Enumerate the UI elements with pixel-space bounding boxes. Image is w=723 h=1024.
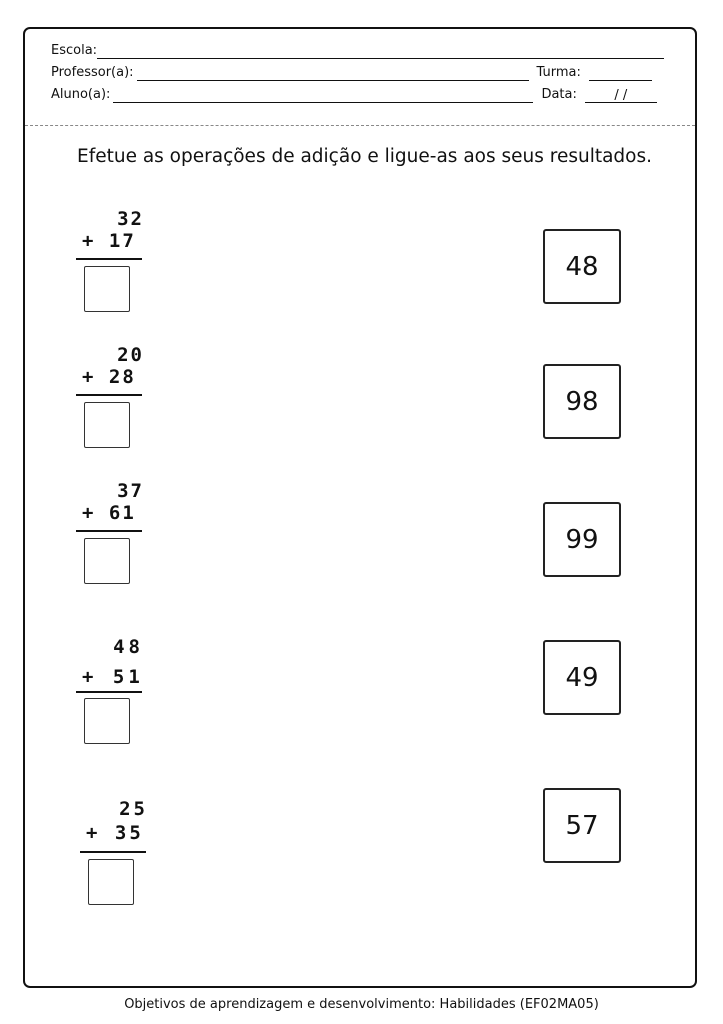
result-box-5[interactable]: 57 bbox=[543, 788, 621, 863]
operation-5-bottom: + 35 bbox=[86, 822, 144, 844]
data-label: Data: bbox=[541, 87, 577, 102]
result-box-2[interactable]: 98 bbox=[543, 364, 621, 439]
aluno-label: Aluno(a): bbox=[51, 87, 111, 102]
operation-1-top: 32 bbox=[117, 208, 144, 230]
operation-2 bbox=[76, 344, 156, 454]
turma-label: Turma: bbox=[536, 65, 581, 80]
escola-row bbox=[51, 43, 664, 59]
operation-2-line bbox=[76, 394, 142, 396]
operation-4-top: 48 bbox=[113, 636, 144, 658]
footer-text: Objetivos de aprendizagem e desenvolvimento: Habilidades (EF02MA05) bbox=[124, 997, 599, 1012]
instruction-text: Efetue as operações de adição e ligue-as aos seus resultados. bbox=[77, 146, 653, 167]
operation-1 bbox=[76, 208, 156, 318]
operation-3-line bbox=[76, 530, 142, 532]
escola-field[interactable] bbox=[97, 45, 664, 59]
result-box-3[interactable]: 99 bbox=[543, 502, 621, 577]
data-field[interactable]: / / bbox=[585, 89, 657, 103]
turma-field[interactable] bbox=[589, 67, 652, 81]
operation-5-answer-box[interactable] bbox=[88, 859, 134, 905]
result-box-4[interactable]: 49 bbox=[543, 640, 621, 715]
operation-5-line bbox=[80, 851, 146, 853]
aluno-field[interactable] bbox=[113, 89, 533, 103]
dashed-separator bbox=[25, 125, 695, 126]
aluno-row bbox=[51, 87, 657, 103]
professor-row bbox=[51, 65, 652, 81]
professor-field[interactable] bbox=[137, 67, 529, 81]
operation-2-bottom: + 28 bbox=[82, 366, 136, 388]
result-box-1[interactable]: 48 bbox=[543, 229, 621, 304]
operation-4 bbox=[76, 636, 156, 751]
professor-label: Professor(a): bbox=[51, 65, 134, 80]
operation-3-answer-box[interactable] bbox=[84, 538, 130, 584]
operation-3-bottom: + 61 bbox=[82, 502, 136, 524]
operation-3 bbox=[76, 480, 156, 590]
operation-4-bottom: + 51 bbox=[82, 666, 144, 688]
operation-5 bbox=[80, 798, 160, 913]
operation-2-answer-box[interactable] bbox=[84, 402, 130, 448]
operation-4-answer-box[interactable] bbox=[84, 698, 130, 744]
operation-2-top: 20 bbox=[117, 344, 144, 366]
operation-1-line bbox=[76, 258, 142, 260]
escola-label: Escola: bbox=[51, 43, 98, 58]
operation-3-top: 37 bbox=[117, 480, 144, 502]
operation-5-top: 25 bbox=[119, 798, 148, 820]
operation-1-answer-box[interactable] bbox=[84, 266, 130, 312]
operation-1-bottom: + 17 bbox=[82, 230, 136, 252]
operation-4-line bbox=[76, 691, 142, 693]
